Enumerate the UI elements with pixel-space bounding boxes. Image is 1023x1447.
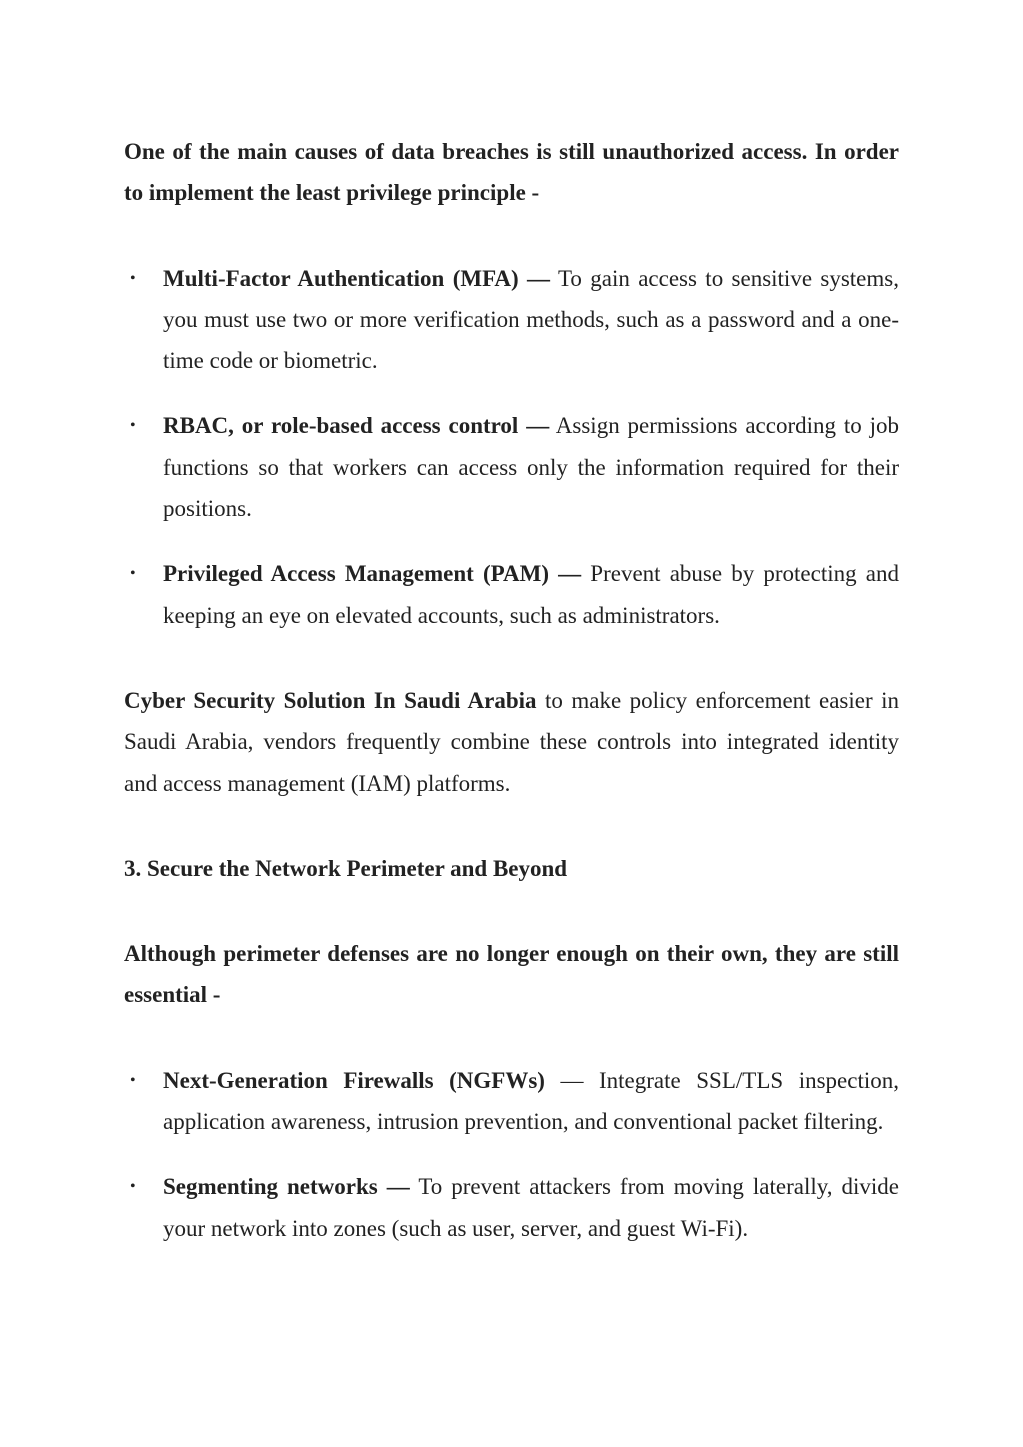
list-item-pam (124, 553, 899, 636)
spacer (124, 804, 899, 848)
document-page (124, 131, 899, 1249)
list-item-term: Privileged Access Management (PAM) — (163, 561, 582, 587)
spacer (124, 889, 899, 933)
intro-paragraph: One of the main causes of data breaches is still unauthorized access. In order to implement the least privilege principle - (124, 139, 899, 206)
access-controls-list (124, 258, 899, 636)
list-item-term: Segmenting networks — (163, 1174, 410, 1200)
list-item-term: Multi-Factor Authentication (MFA) — (163, 265, 551, 291)
list-item-text: To prevent attackers from moving laterally, divide your network into zones (such as user, server, and guest Wi-Fi). (163, 1174, 899, 1241)
list-item-text: — Integrate SSL/TLS inspection, application awareness, intrusion prevention, and conventional packet filtering. (163, 1067, 899, 1135)
saudi-paragraph (124, 680, 899, 804)
bullet-icon: • (130, 269, 136, 287)
bullet-icon: • (130, 1178, 136, 1196)
saudi-paragraph-text: to make policy enforcement easier in Saudi Arabia, vendors frequently combine these controls into integrated identity and access management (IAM) platforms. (124, 687, 900, 796)
list-item-ngfw (124, 1060, 899, 1143)
list-item-term: Next-Generation Firewalls (NGFWs) (163, 1067, 545, 1093)
list-item-segmentation (124, 1166, 899, 1249)
list-item-mfa (124, 258, 899, 382)
saudi-paragraph-bold: Cyber Security Solution In Saudi Arabia (124, 687, 537, 713)
spacer (124, 636, 899, 680)
network-controls-list (124, 1060, 899, 1249)
bullet-icon: • (130, 417, 136, 435)
list-item-rbac (124, 405, 899, 529)
spacer (124, 214, 899, 258)
list-item-text: Prevent abuse by protecting and keeping an eye on elevated accounts, such as administrators. (163, 561, 899, 628)
list-item-term: RBAC, or role-based access control — (163, 413, 550, 439)
list-item-text: Assign permissions according to job functions so that workers can access only the information required for their positions. (163, 413, 899, 522)
perimeter-paragraph: Although perimeter defenses are no longer enough on their own, they are still essential - (124, 941, 899, 1008)
list-item-text: To gain access to sensitive systems, you must use two or more verification methods, such as a password and a one-time code or biometric. (163, 265, 899, 374)
section-heading: 3. Secure the Network Perimeter and Beyond (124, 855, 568, 881)
bullet-icon: • (130, 565, 136, 583)
spacer (124, 1016, 899, 1060)
bullet-icon: • (130, 1071, 136, 1089)
